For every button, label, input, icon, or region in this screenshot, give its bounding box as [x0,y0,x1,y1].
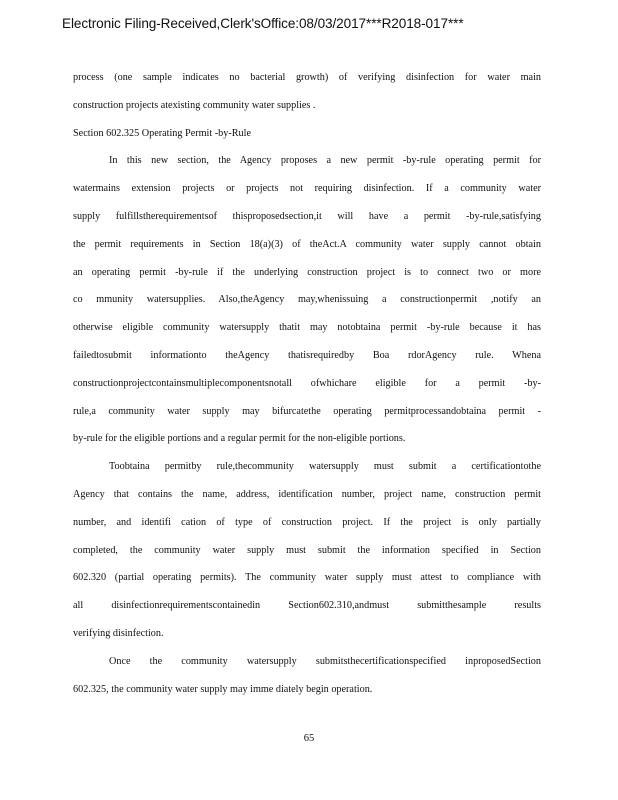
body-line-22: Once the community watersupply submitsthecertificationspecified inproposedSection [109,655,541,667]
body-line-11: failedtosubmit informationto theAgency thatisrequiredby Boa rdorAgency rule. Whena [73,349,541,361]
body-line-14: by-rule for the eligible portions and a regular permit for the non-eligible portions. [73,433,406,445]
body-line-7: the permit requirements in Section 18(a)(3) of theAct.A community water supply cannot obtain [73,238,541,250]
filing-header: Electronic Filing-Received,Clerk'sOffice:08/03/2017***R2018-017*** [62,16,464,31]
body-line-8: an operating permit -by-rule if the underlying construction project is to connect two or more [73,266,541,278]
body-line-9: co mmunity watersupplies. Also,theAgency may,whenissuing a constructionpermit ,notify an [73,294,541,306]
body-line-18: completed, the community water supply must submit the information specified in Section [73,544,541,556]
body-line-20: all disinfectionrequirementscontainedin Section602.310,andmust submitthesample results [73,600,541,612]
document-body [73,70,541,709]
body-line-4: In this new section, the Agency proposes a new permit -by-rule operating permit for [109,155,541,167]
body-line-16: Agency that contains the name, address, identification number, project name, construction permit [73,488,541,500]
body-line-15: Toobtaina permitby rule,thecommunity watersupply must submit a certificationtothe [109,461,541,473]
body-line-23: 602.325, the community water supply may imme diately begin operation. [73,683,373,695]
body-line-13: rule,a community water supply may bifurcatethe operating permitprocessandobtaina permit - [73,405,541,417]
body-line-1: process (one sample indicates no bacterial growth) of verifying disinfection for water main [73,72,541,83]
section-heading: Section 602.325 Operating Permit -by-Rule [73,127,251,139]
body-line-2: construction projects atexisting community water supplies . [73,99,316,111]
body-line-6: supply fulfillstherequirementsof thisproposedsection,it will have a permit -by-rule,satisfying [73,210,541,222]
body-line-17: number, and identifi cation of type of construction project. If the project is only partially [73,516,541,528]
body-line-5: watermains extension projects or projects not requiring disinfection. If a community water [73,183,541,195]
page-number: 65 [303,733,315,744]
body-line-12: constructionprojectcontainsmultiplecomponentsnotall ofwhichare eligible for a permit -by- [73,377,541,389]
body-line-21: verifying disinfection. [73,627,164,639]
body-line-19: 602.320 (partial operating permits). The community water supply must attest to compliance with [73,572,541,584]
body-line-10: otherwise eligible community watersupply thatit may notobtaina permit -by-rule because it has [73,322,541,334]
